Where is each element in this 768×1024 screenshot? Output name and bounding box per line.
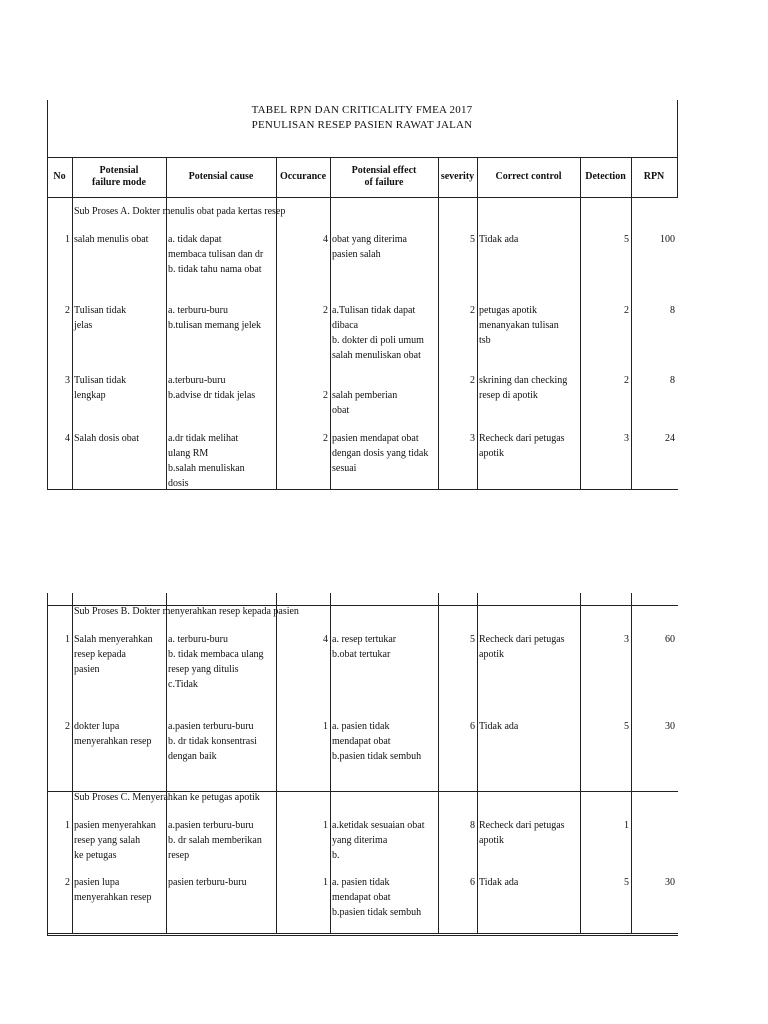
cell-ctrl: Tidak ada bbox=[479, 877, 519, 888]
cell-cause: a. tidak dapat membaca tulisan dan dr b. tidak tahu nama obat bbox=[168, 234, 264, 275]
cell-no: 2 bbox=[65, 721, 70, 732]
cell-occ: 4 bbox=[323, 634, 328, 645]
sub-process-label: Sub Proses C. Menyerahkan ke petugas apotik bbox=[74, 792, 260, 803]
cell-ctrl: Tidak ada bbox=[479, 721, 519, 732]
cell-mode: Tulisan tidak lengkap bbox=[74, 375, 127, 401]
cell-det: 2 bbox=[624, 305, 629, 316]
grid-line bbox=[580, 157, 581, 490]
header-effect: Potensial effect of failure bbox=[351, 165, 417, 188]
grid-line bbox=[438, 593, 439, 933]
cell-ctrl: Recheck dari petugas apotik bbox=[479, 820, 565, 846]
header-detection: Detection bbox=[585, 171, 626, 182]
grid-line bbox=[166, 593, 167, 933]
cell-occ: 1 bbox=[323, 721, 328, 732]
cell-rpn: 8 bbox=[670, 375, 675, 386]
cell-effect: a. pasien tidak mendapat obat b.pasien tidak sembuh bbox=[332, 877, 422, 918]
cell-no: 1 bbox=[65, 634, 70, 645]
grid-line bbox=[72, 157, 73, 490]
cell-effect: a. pasien tidak mendapat obat b.pasien tidak sembuh bbox=[332, 721, 422, 762]
cell-occ: 1 bbox=[323, 820, 328, 831]
cell-det: 5 bbox=[624, 721, 629, 732]
grid-line bbox=[47, 157, 678, 158]
header-cause: Potensial cause bbox=[188, 171, 254, 182]
header-severity: severity bbox=[440, 171, 475, 182]
cell-cause: a.terburu-buru b.advise dr tidak jelas bbox=[168, 375, 256, 401]
cell-mode: pasien menyerahkan resep yang salah ke petugas bbox=[74, 820, 156, 861]
cell-effect: a. resep tertukar b.obat tertukar bbox=[332, 634, 397, 660]
cell-rpn: 8 bbox=[670, 305, 675, 316]
header-control: Correct control bbox=[495, 171, 562, 182]
cell-sev: 6 bbox=[470, 877, 475, 888]
cell-occ: 4 bbox=[323, 234, 328, 245]
cell-ctrl: Tidak ada bbox=[479, 234, 519, 245]
cell-effect: salah pemberian obat bbox=[332, 390, 398, 416]
table-subtitle: PENULISAN RESEP PASIEN RAWAT JALAN bbox=[251, 119, 473, 131]
cell-cause: pasien terburu-buru bbox=[168, 877, 247, 888]
cell-effect: a.ketidak sesuaian obat yang diterima b. bbox=[332, 820, 425, 861]
cell-mode: Salah menyerahkan resep kepada pasien bbox=[74, 634, 153, 675]
table-title: TABEL RPN DAN CRITICALITY FMEA 2017 bbox=[251, 104, 473, 116]
cell-no: 1 bbox=[65, 234, 70, 245]
grid-line bbox=[580, 593, 581, 933]
cell-det: 3 bbox=[624, 433, 629, 444]
header-occurance: Occurance bbox=[279, 171, 327, 182]
cell-ctrl: Recheck dari petugas apotik bbox=[479, 634, 565, 660]
table-left-border bbox=[47, 100, 48, 490]
grid-line bbox=[438, 157, 439, 490]
cell-effect: obat yang diterima pasien salah bbox=[332, 234, 407, 260]
table-bottom-border bbox=[47, 935, 678, 936]
cell-det: 5 bbox=[624, 234, 629, 245]
grid-line bbox=[72, 593, 73, 933]
cell-mode: Tulisan tidak jelas bbox=[74, 305, 127, 331]
header-rpn: RPN bbox=[643, 171, 665, 182]
grid-line bbox=[330, 157, 331, 490]
sub-process-label: Sub Proses B. Dokter menyerahkan resep kepada pasien bbox=[74, 606, 299, 617]
cell-cause: a.pasien terburu-buru b. dr salah memberikan resep bbox=[168, 820, 262, 861]
cell-ctrl: Recheck dari petugas apotik bbox=[479, 433, 565, 459]
cell-no: 2 bbox=[65, 877, 70, 888]
grid-line bbox=[631, 593, 632, 933]
cell-rpn: 30 bbox=[665, 877, 675, 888]
grid-line bbox=[276, 593, 277, 933]
cell-cause: a.pasien terburu-buru b. dr tidak konsentrasi dengan baik bbox=[168, 721, 257, 762]
cell-sev: 3 bbox=[470, 433, 475, 444]
cell-sev: 2 bbox=[470, 305, 475, 316]
cell-rpn: 24 bbox=[665, 433, 675, 444]
cell-mode: pasien lupa menyerahkan resep bbox=[74, 877, 152, 903]
grid-line bbox=[477, 157, 478, 490]
cell-ctrl: petugas apotik menanyakan tulisan tsb bbox=[479, 305, 559, 346]
cell-rpn: 30 bbox=[665, 721, 675, 732]
header-no: No bbox=[53, 171, 66, 182]
cell-effect: a.Tulisan tidak dapat dibaca b. dokter di poli umum salah menuliskan obat bbox=[332, 305, 424, 361]
cell-rpn: 60 bbox=[665, 634, 675, 645]
table-right-border bbox=[677, 100, 678, 197]
cell-sev: 5 bbox=[470, 234, 475, 245]
cell-rpn: 100 bbox=[660, 234, 675, 245]
grid-line bbox=[47, 593, 48, 936]
cell-mode: salah menulis obat bbox=[74, 234, 149, 245]
header-failure-mode: Potensial failure mode bbox=[92, 165, 146, 188]
cell-sev: 8 bbox=[470, 820, 475, 831]
cell-det: 2 bbox=[624, 375, 629, 386]
grid-line bbox=[330, 593, 331, 933]
cell-sev: 5 bbox=[470, 634, 475, 645]
cell-occ: 2 bbox=[323, 390, 328, 401]
cell-no: 3 bbox=[65, 375, 70, 386]
grid-line bbox=[631, 157, 632, 490]
cell-cause: a. terburu-buru b. tidak membaca ulang resep yang ditulis c.Tidak bbox=[168, 634, 264, 690]
grid-line bbox=[477, 593, 478, 933]
cell-occ: 2 bbox=[323, 305, 328, 316]
sub-process-label: Sub Proses A. Dokter menulis obat pada kertas resep bbox=[74, 206, 286, 217]
cell-no: 4 bbox=[65, 433, 70, 444]
cell-occ: 1 bbox=[323, 877, 328, 888]
cell-cause: a.dr tidak melihat ulang RM b.salah menuliskan dosis bbox=[168, 433, 245, 489]
cell-effect: pasien mendapat obat dengan dosis yang tidak sesuai bbox=[332, 433, 429, 474]
cell-cause: a. terburu-buru b.tulisan memang jelek bbox=[168, 305, 262, 331]
cell-no: 2 bbox=[65, 305, 70, 316]
cell-no: 1 bbox=[65, 820, 70, 831]
grid-line bbox=[47, 933, 678, 934]
cell-det: 5 bbox=[624, 877, 629, 888]
cell-sev: 2 bbox=[470, 375, 475, 386]
cell-sev: 6 bbox=[470, 721, 475, 732]
cell-occ: 2 bbox=[323, 433, 328, 444]
table-bottom-border bbox=[47, 489, 678, 490]
cell-mode: dokter lupa menyerahkan resep bbox=[74, 721, 152, 747]
cell-det: 1 bbox=[624, 820, 629, 831]
cell-ctrl: skrining dan checking resep di apotik bbox=[479, 375, 568, 401]
cell-mode: Salah dosis obat bbox=[74, 433, 139, 444]
grid-line bbox=[47, 197, 678, 198]
cell-det: 3 bbox=[624, 634, 629, 645]
